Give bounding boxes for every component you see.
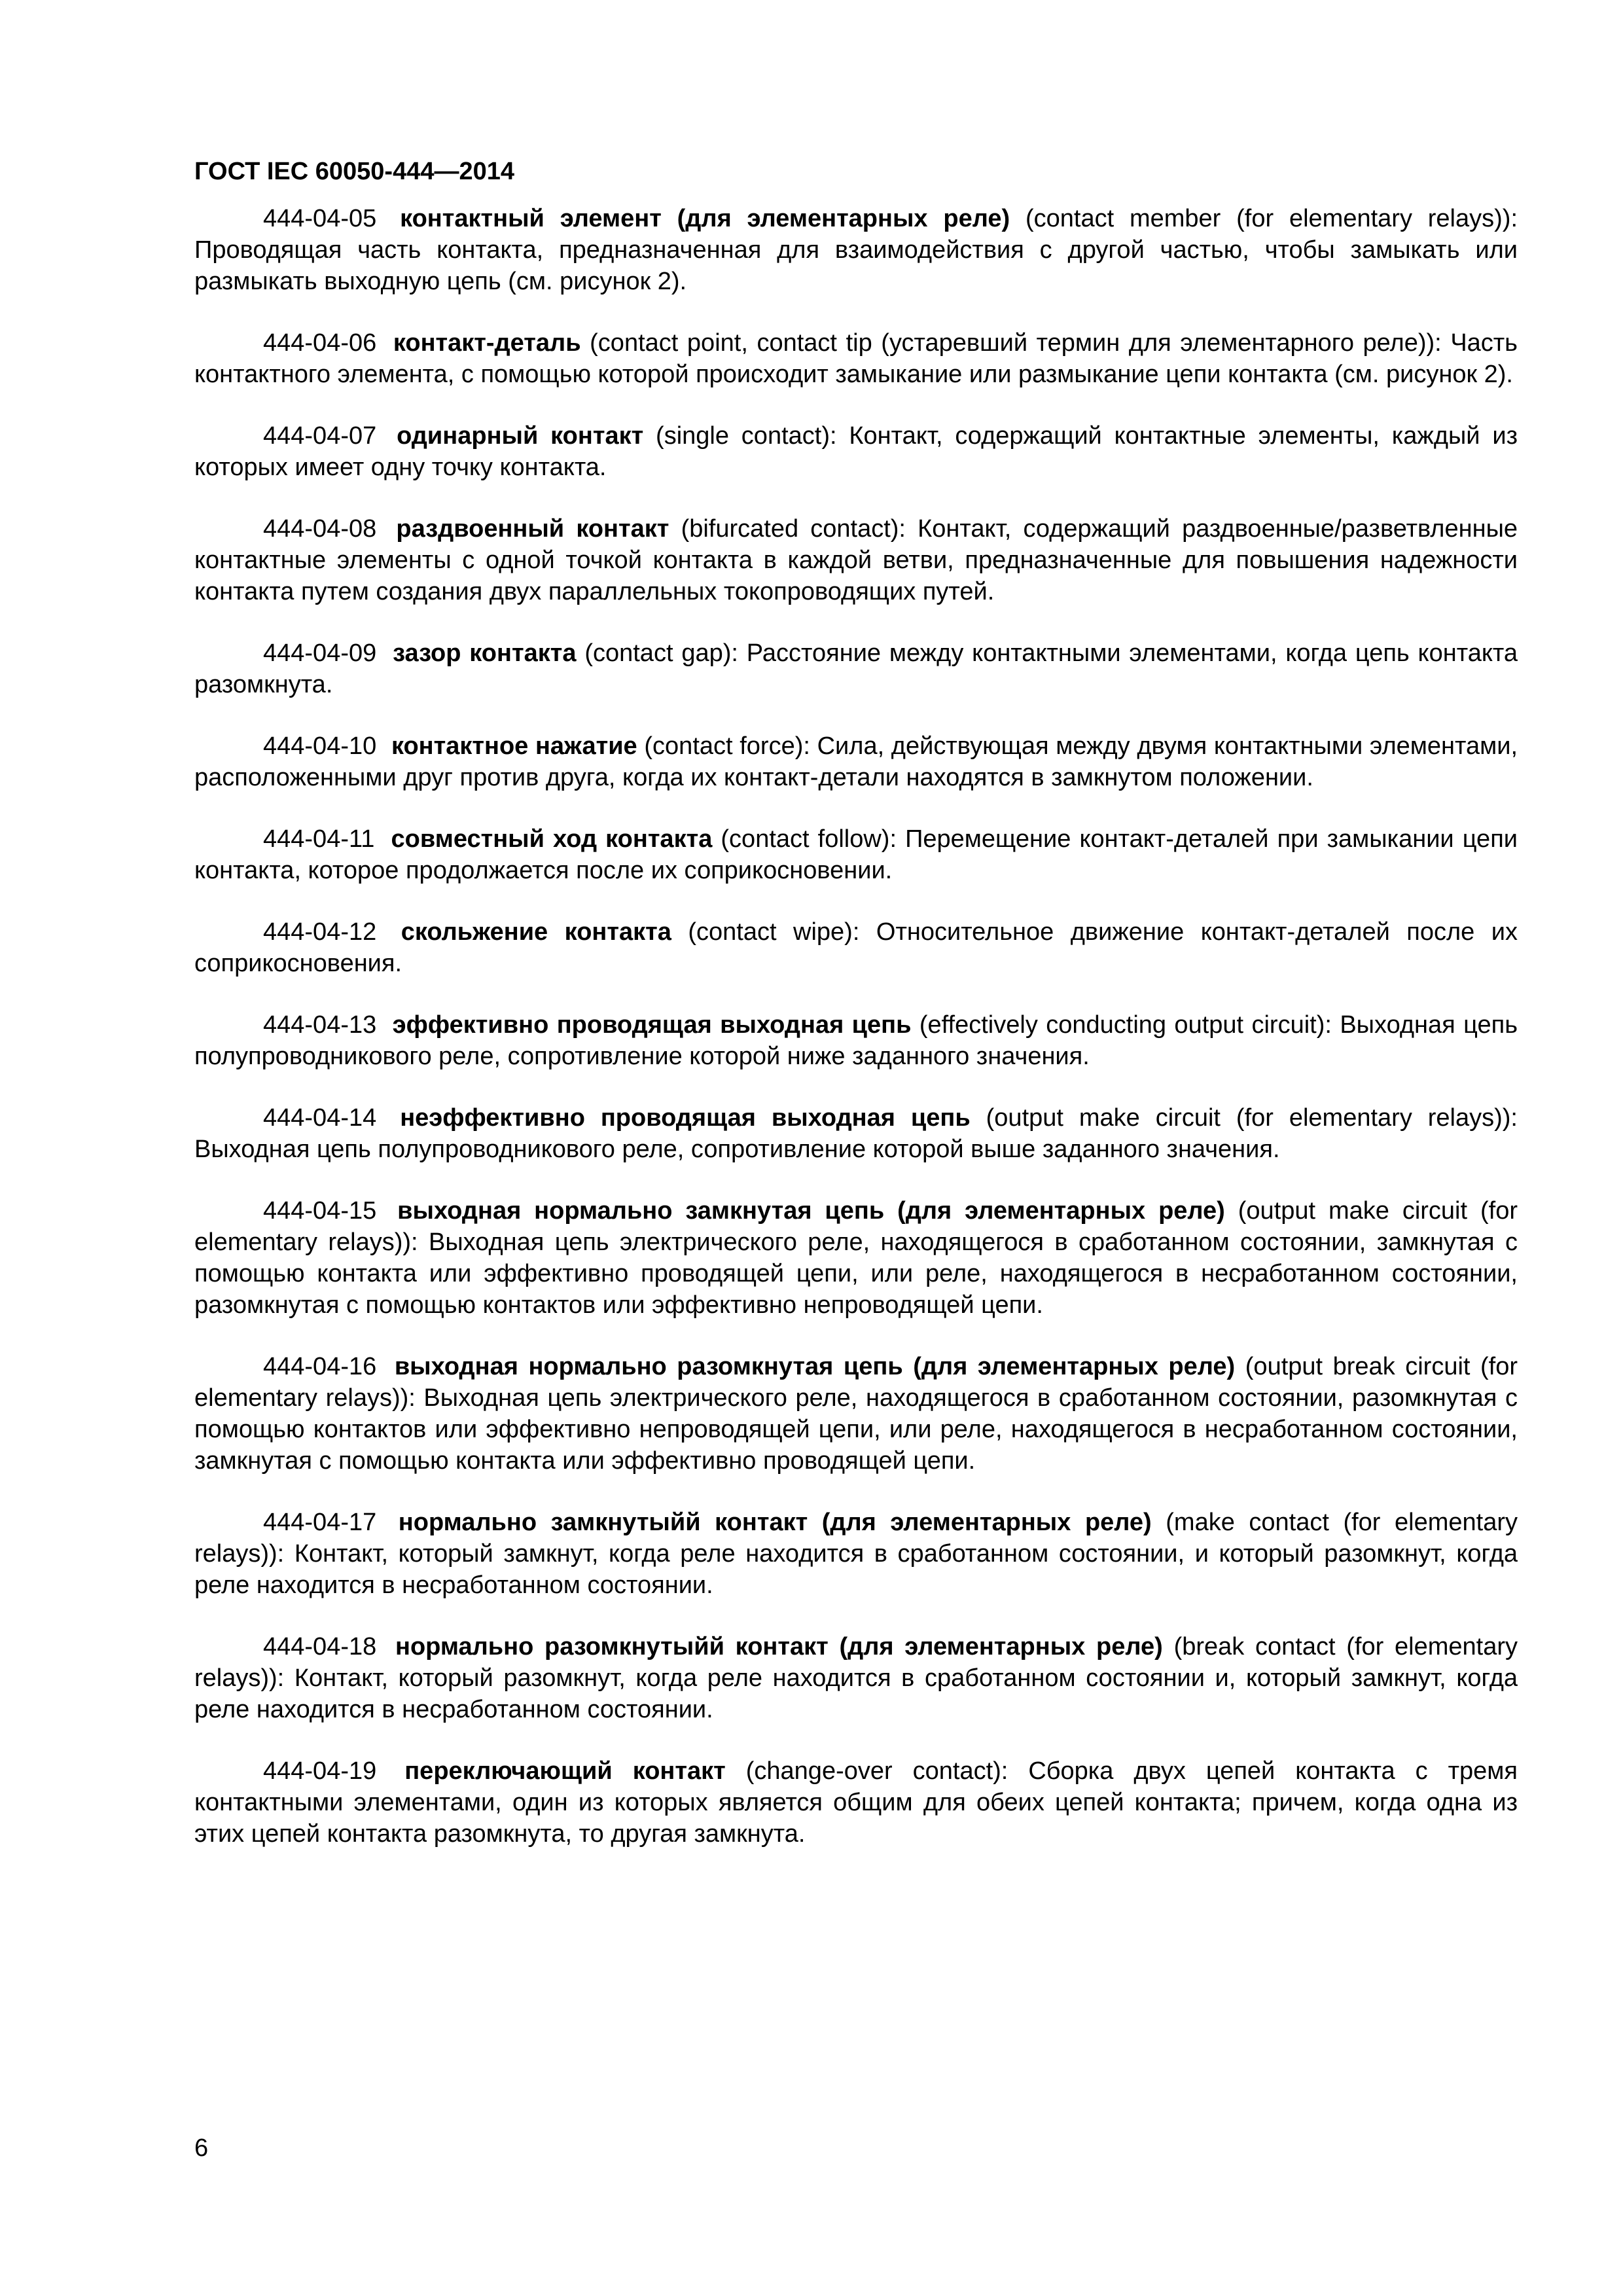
entry-definition: (make contact (for elementary relays)): Контакт, который замкнут, когда реле находится в сработанном состоянии, и который разомкнут, когда реле находится в несработанном состоянии. bbox=[194, 1509, 1518, 1599]
entry-term: выходная нормально разомкнутая цепь (для элементарных реле) bbox=[394, 1353, 1236, 1380]
entry-definition: (change-over contact): Сборка двух цепей контакта с тремя контактными элементами, один из которых является общим для обеих цепей контакта; причем, когда одна из этих цепей контакта разомкнута, то другая замкнута. bbox=[194, 1757, 1518, 1848]
entry-number: 444-04-14 bbox=[263, 1104, 377, 1132]
entry-number: 444-04-12 bbox=[263, 918, 377, 946]
entry-definition: (bifurcated contact): Контакт, содержащий раздвоенные/разветвленные контактные элементы с одной точкой контакта в каждой ветви, предназначенные для повышения надежности контакта путем создания двух параллельных токопроводящих путей. bbox=[194, 515, 1518, 605]
term-entry-444-04-09 bbox=[194, 637, 1518, 700]
entry-number: 444-04-05 bbox=[263, 205, 377, 232]
entry-term: раздвоенный контакт bbox=[396, 515, 669, 543]
entry-term: переключающий контакт bbox=[404, 1757, 726, 1785]
term-entry-444-04-17 bbox=[194, 1507, 1518, 1601]
term-entry-444-04-18 bbox=[194, 1631, 1518, 1725]
entry-number: 444-04-11 bbox=[263, 825, 375, 853]
entry-term: скольжение контакта bbox=[401, 918, 671, 946]
entry-definition: (single contact): Контакт, содержащий контактные элементы, каждый из которых имеет одну точку контакта. bbox=[194, 422, 1518, 481]
entry-number: 444-04-13 bbox=[263, 1011, 377, 1039]
term-entry-444-04-15 bbox=[194, 1195, 1518, 1321]
entry-number: 444-04-19 bbox=[263, 1757, 377, 1785]
term-entry-444-04-07 bbox=[194, 420, 1518, 483]
entry-definition: (contact gap): Расстояние между контактными элементами, когда цепь контакта разомкнута. bbox=[194, 639, 1518, 698]
entry-number: 444-04-06 bbox=[263, 329, 377, 357]
entry-number: 444-04-18 bbox=[263, 1633, 377, 1660]
entry-term: совместный ход контакта bbox=[391, 825, 713, 853]
page-number: 6 bbox=[194, 2134, 209, 2162]
term-entry-444-04-13 bbox=[194, 1009, 1518, 1072]
entry-term: одинарный контакт bbox=[397, 422, 644, 450]
entry-definition: (contact force): Сила, действующая между двумя контактными элементами, расположенными друг против друга, когда их контакт-детали находятся в замкнутом положении. bbox=[194, 732, 1518, 791]
entry-number: 444-04-08 bbox=[263, 515, 377, 543]
term-entry-444-04-19 bbox=[194, 1755, 1518, 1850]
term-entry-444-04-14 bbox=[194, 1102, 1518, 1165]
entry-term: эффективно проводящая выходная цепь bbox=[392, 1011, 912, 1039]
entry-definition: (contact member (for elementary relays)): Проводящая часть контакта, предназначенная для взаимодействия с другой частью, чтобы замыкать или размыкать выходную цепь (см. рисунок 2). bbox=[194, 205, 1518, 295]
entry-term: зазор контакта bbox=[393, 639, 577, 667]
entry-definition: (break contact (for elementary relays)): Контакт, который разомкнут, когда реле находится в сработанном состоянии и, который замкнут, когда реле находится в несработанном состоянии. bbox=[194, 1633, 1518, 1723]
entry-term: нормально разомкнутыйй контакт (для элементарных реле) bbox=[395, 1633, 1163, 1660]
term-entry-444-04-12 bbox=[194, 916, 1518, 979]
document-header: ГОСТ IEC 60050-444—2014 bbox=[194, 158, 515, 185]
entry-number: 444-04-10 bbox=[263, 732, 377, 760]
document-page bbox=[194, 152, 1518, 1880]
entry-number: 444-04-15 bbox=[263, 1197, 377, 1225]
entry-term: нормально замкнутыйй контакт (для элементарных реле) bbox=[398, 1509, 1152, 1536]
entry-definition: (effectively conducting output circuit): Выходная цепь полупроводникового реле, сопротивление которой ниже заданного значения. bbox=[194, 1011, 1518, 1070]
entry-term: контактное нажатие bbox=[391, 732, 637, 760]
entry-number: 444-04-17 bbox=[263, 1509, 377, 1536]
entry-term: выходная нормально замкнутая цепь (для элементарных реле) bbox=[397, 1197, 1225, 1225]
entry-definition: (contact follow): Перемещение контакт-деталей при замыкании цепи контакта, которое продолжается после их соприкосновении. bbox=[194, 825, 1518, 884]
term-entry-444-04-08 bbox=[194, 513, 1518, 607]
term-entry-444-04-06 bbox=[194, 327, 1518, 390]
entry-term: неэффективно проводящая выходная цепь bbox=[400, 1104, 971, 1132]
term-entry-444-04-16 bbox=[194, 1351, 1518, 1477]
entry-number: 444-04-09 bbox=[263, 639, 377, 667]
term-entry-444-04-11 bbox=[194, 823, 1518, 886]
entry-definition: (output make circuit (for elementary relays)): Выходная цепь полупроводникового реле, сопротивление которой выше заданного значения. bbox=[194, 1104, 1518, 1163]
entry-definition: (output make circuit (for elementary relays)): Выходная цепь электрического реле, находящегося в сработанном состоянии, замкнутая с помощью контакта или эффективно проводящей цепи, или реле, находящегося в несработанном состоянии, разомкнутая с помощью контактов или эффективно непроводящей цепи. bbox=[194, 1197, 1518, 1319]
entry-number: 444-04-16 bbox=[263, 1353, 377, 1380]
entry-definition: (contact wipe): Относительное движение контакт-деталей после их соприкосновения. bbox=[194, 918, 1518, 977]
entry-number: 444-04-07 bbox=[263, 422, 377, 450]
entry-definition: (output break circuit (for elementary relays)): Выходная цепь электрического реле, находящегося в сработанном состоянии, разомкнутая с помощью контактов или эффективно непроводящей цепи, или реле, находящегося в несработанном состоянии, замкнутая с помощью контакта или эффективно проводящей цепи. bbox=[194, 1353, 1518, 1475]
entry-term: контактный элемент (для элементарных реле) bbox=[400, 205, 1010, 232]
term-entry-444-04-05 bbox=[194, 203, 1518, 297]
term-entry-444-04-10 bbox=[194, 730, 1518, 793]
entry-term: контакт-деталь bbox=[393, 329, 581, 357]
entry-definition: (contact point, contact tip (устаревший термин для элементарного реле)): Часть контактного элемента, с помощью которой происходит замыкание или размыкание цепи контакта (см. рисунок 2). bbox=[194, 329, 1518, 388]
